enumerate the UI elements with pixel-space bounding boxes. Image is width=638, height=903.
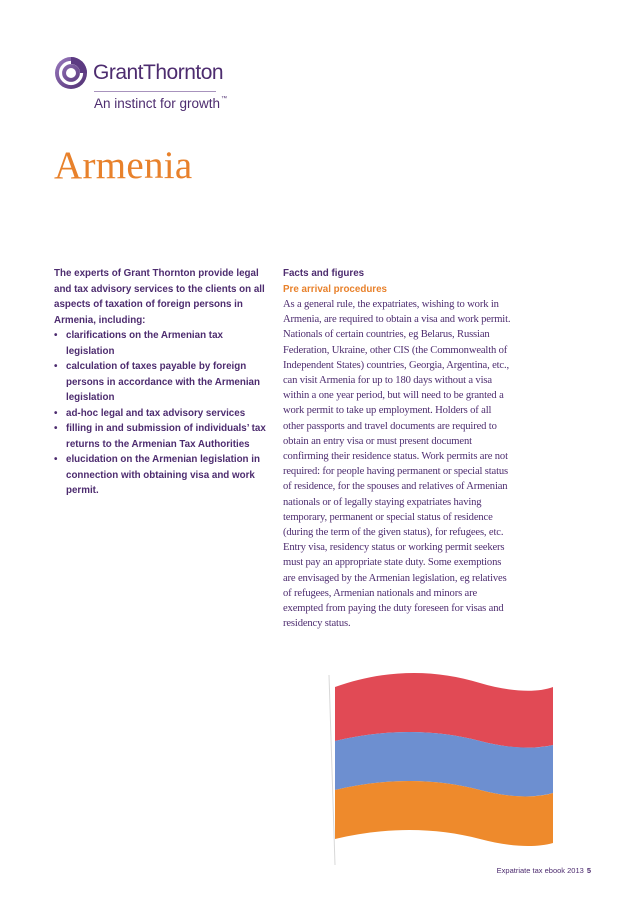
flag-pole-sketch [329, 675, 335, 865]
list-item [54, 452, 274, 499]
list-item-text: filling in and submission of individuals’ tax returns to the Armenian Tax Authorities [66, 423, 266, 450]
logo-divider [94, 91, 216, 92]
services-list [54, 328, 274, 499]
trademark-symbol: ™ [221, 96, 228, 102]
bullet-icon: • [54, 423, 58, 434]
intro-column [54, 266, 274, 499]
list-item-text: ad-hoc legal and tax advisory services [66, 407, 246, 419]
bullet-icon: • [54, 361, 58, 372]
logo-tagline-text: An instinct for growth [94, 96, 221, 111]
list-item-text: clarifications on the Armenian tax legislation [66, 330, 223, 357]
armenia-flag-icon [315, 665, 565, 870]
intro-text: The experts of Grant Thornton provide legal and tax advisory services to the clients on all aspects of taxation of foreign persons in Armenia, including: [54, 268, 265, 326]
list-item [54, 421, 274, 452]
list-item [54, 406, 274, 422]
footer-label: Expatriate tax ebook 2013 [496, 866, 584, 875]
facts-body-text: As a general rule, the expatriates, wishing to work in Armenia, are required to obtain a visa and work permit. Nationals of certain countries, eg Belarus, Russian Federation, Ukraine, other CIS (the Commonwealth of Independent States) countries, Georgia, Argentina, etc., can visit Armenia for up to 180 days without a visa within a one year period, but will need to be granted a work permit to take up employment. Holders of all other passports and travel documents are required to obtain an entry visa or must present document confirming their residence status. Work permits are not required: for people having permanent or special status of residence, for the spouses and relatives of Armenian nationals or of legally staying expatriates having temporary, permanent or special status of residence (during the term of the given status), for refugees, etc. Entry visa, residency status or working permit seekers must pay an appropriate state duty. Some exemptions are envisaged by the Armenian legislation, eg relatives of refugees, Armenian nationals and minors are exempted from paying the duty foreseen for visas and residency status. [283, 299, 511, 630]
page-footer [497, 866, 591, 875]
list-item-text: calculation of taxes payable by foreign persons in accordance with the Armenian legislation [66, 361, 260, 403]
logo-name: GrantThornton [93, 61, 224, 84]
bullet-icon: • [54, 454, 58, 465]
list-item-text: elucidation on the Armenian legislation in connection with obtaining visa and work permit. [66, 454, 260, 496]
country-title: Armenia [54, 144, 193, 187]
list-item [54, 359, 274, 406]
grant-thornton-logo-icon [54, 56, 88, 90]
facts-column [283, 266, 511, 631]
bullet-icon: • [54, 330, 58, 341]
facts-subheading: Pre arrival procedures [283, 283, 388, 295]
page-number: 5 [586, 866, 591, 875]
logo-tagline [94, 96, 227, 111]
facts-heading: Facts and figures [283, 268, 365, 279]
grant-thornton-logo [54, 56, 254, 126]
list-item [54, 328, 274, 359]
bullet-icon: • [54, 407, 58, 419]
